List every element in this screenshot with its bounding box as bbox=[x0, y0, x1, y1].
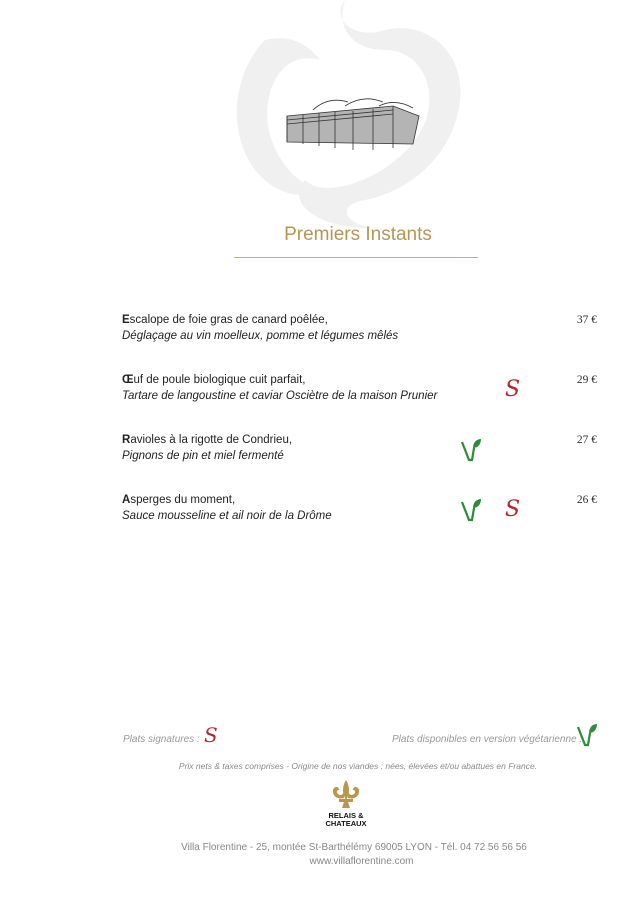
menu-item bbox=[122, 494, 597, 530]
item-price: 27 € bbox=[576, 434, 597, 446]
item-name: Escalope de foie gras de canard poêlée, bbox=[122, 314, 328, 326]
website-link[interactable]: www.villaflorentine.com bbox=[309, 856, 414, 867]
vegetarian-leaf-icon bbox=[460, 438, 482, 462]
item-price: 37 € bbox=[576, 314, 597, 326]
signature-icon: S bbox=[204, 723, 218, 747]
item-name: Asperges du moment, bbox=[122, 494, 236, 506]
building-illustration bbox=[283, 92, 423, 154]
menu-item bbox=[122, 314, 597, 350]
title-divider bbox=[234, 257, 478, 258]
relais-chateaux-logo bbox=[320, 780, 372, 832]
menu-item bbox=[122, 374, 597, 410]
signature-icon: S bbox=[505, 377, 521, 402]
logo-text-line2: CHATEAUX bbox=[325, 819, 367, 828]
item-description: Tartare de langoustine et caviar Osciètre de la maison Prunier bbox=[122, 390, 438, 402]
vegetarian-leaf-icon bbox=[460, 498, 482, 522]
signature-legend-label: Plats signatures : bbox=[123, 734, 200, 745]
item-name: Ravioles à la rigotte de Condrieu, bbox=[122, 434, 293, 446]
signature-icon: S bbox=[505, 497, 521, 522]
vegetarian-legend-label: Plats disponibles en version végétarienne : bbox=[392, 734, 583, 745]
item-description: Déglaçage au vin moelleux, pomme et légumes mêlés bbox=[122, 330, 399, 342]
fleur-de-lis-icon bbox=[330, 780, 362, 808]
item-description: Sauce mousseline et ail noir de la Drôme bbox=[122, 510, 332, 522]
item-price: 29 € bbox=[576, 374, 597, 386]
price-origin-note: Prix nets & taxes comprises - Origine de nos viandes : nées, élevées et/ou abattues en France. bbox=[178, 761, 538, 771]
item-description: Pignons de pin et miel fermenté bbox=[122, 450, 284, 462]
section-title: Premiers Instants bbox=[284, 224, 432, 245]
logo-text-line1: RELAIS & bbox=[328, 811, 364, 820]
item-name: Œuf de poule biologique cuit parfait, bbox=[122, 374, 306, 386]
vegetarian-leaf-icon bbox=[576, 723, 598, 747]
menu-item bbox=[122, 434, 597, 470]
item-price: 26 € bbox=[576, 494, 597, 506]
address: Villa Florentine - 25, montée St-Barthélémy 69005 LYON - Tél. 04 72 56 56 56 bbox=[181, 842, 527, 853]
